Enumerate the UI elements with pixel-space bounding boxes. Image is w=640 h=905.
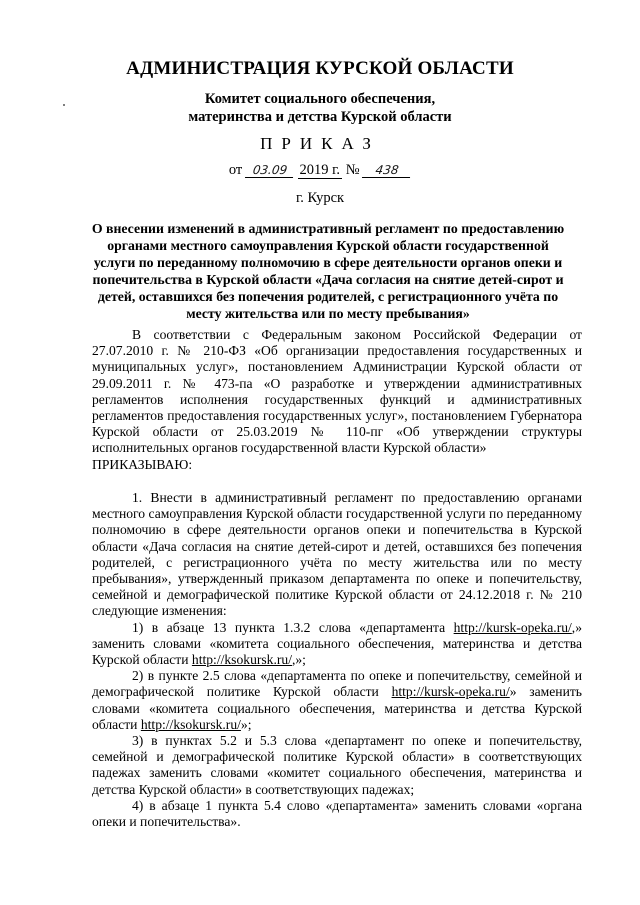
- year-text: 2019 г.: [299, 162, 341, 178]
- subitem-1-text-c: ,»;: [291, 652, 306, 668]
- link-ksokursk-2[interactable]: http://ksokursk.ru/: [140, 716, 241, 732]
- document-title: О внесении изменений в административный регламент по предоставлению органами местного самоуправления Курской области государственной услуги по переданному полномочию в сфере деятельности органов опеки и попечительства в Курской области «Дача согласия на снятие детей-сирот и детей, оставшихся без попечения родителей, с регистрационного учёта по месту жительства или по месту пребывания»: [91, 221, 565, 321]
- handwritten-number: 438: [362, 163, 412, 178]
- subitem-1: [92, 620, 582, 669]
- subitem-2-text-c: »;: [240, 716, 252, 732]
- subitem-2: [92, 668, 582, 733]
- doc-type-heading: ПРИКАЗ: [260, 134, 380, 153]
- subitem-2-text-b: » заменить словами «комитета социального обеспечения, материнства и детства Курской области: [92, 684, 582, 732]
- link-kursk-opeka-2[interactable]: http://kursk-opeka.ru/: [391, 684, 510, 700]
- committee-line-1: Комитет социального обеспечения,: [204, 91, 436, 107]
- subitem-4: 4) в абзаце 1 пункта 5.4 слово «департамента» заменить словами «органа опеки и попечительства».: [92, 797, 582, 830]
- subitem-2-text-a: 2) в пункте 2.5 слова «департамента по опеке и попечительству, семейной и демографической политике Курской области: [92, 668, 582, 700]
- date-number-line: [0, 162, 640, 179]
- link-kursk-opeka[interactable]: http://kursk-opeka.ru/: [453, 619, 572, 635]
- preamble-block: [92, 327, 582, 473]
- handwritten-date: 03.09: [245, 163, 295, 178]
- from-label: от: [228, 162, 243, 178]
- subitem-1-text-a: 1) в абзаце 13 пункта 1.3.2 слова «департамента: [132, 619, 454, 635]
- preamble-text: В соответствии с Федеральным законом Российской Федерации от 27.07.2010 г. № 210-ФЗ «Об организации предоставления государственных и муниципальных услуг», постановлением Администрации Курской области от 29.09.2011 г. № 473-па «О разработке и утверждении административных регламентов исполнения государственных функций и административных регламентов предоставления государственных услуг», постановлением Губернатора Курской области от 25.03.2019 № 110-пг «Об утверждении структуры исполнительных органов государственной власти Курской области»: [92, 327, 582, 456]
- link-ksokursk[interactable]: http://ksokursk.ru/: [191, 652, 292, 668]
- subitem-3: 3) в пунктах 5.2 и 5.3 слова «департамент по опеке и попечительству, семейной и демографической политике Курской области» в соответствующих падежах заменить словами «комитет социального обеспечения, материнства и детства Курской области» в соответствующих падежах;: [92, 733, 582, 797]
- order-word: ПРИКАЗЫВАЮ:: [92, 456, 193, 472]
- org-heading: АДМИНИСТРАЦИЯ КУРСКОЙ ОБЛАСТИ: [126, 58, 514, 79]
- number-label: №: [345, 162, 360, 178]
- committee-heading: [0, 90, 640, 126]
- committee-line-2: материнства и детства Курской области: [188, 109, 452, 125]
- item-1: 1. Внести в административный регламент по предоставлению органами местного самоуправления Курской области государственной услуги по переданному полномочию в сфере деятельности органов опеки и попечительства в Курской области «Дача согласия на снятие детей-сирот и детей, оставшихся без попечения родителей, с регистрационного учёта по месту жительства или по месту пребывания», утвержденный приказом департамента по опеке и попечительству, семейной и демографической политике Курской области от 24.12.2018 г. № 210 следующие изменения:: [92, 490, 582, 619]
- items-block: [92, 490, 582, 830]
- subitem-1-text-b: ,» заменить словами «комитета социального обеспечения, материнства и детства Курской области: [92, 619, 582, 668]
- city-line: г. Курск: [295, 190, 345, 206]
